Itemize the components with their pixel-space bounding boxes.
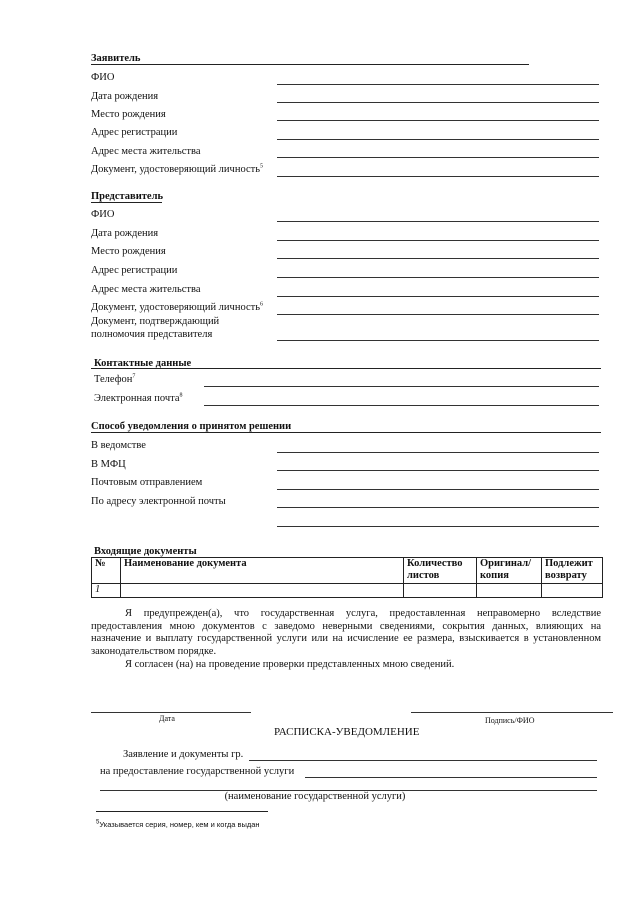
representative-authority-label-line1: Документ, подтверждающий: [91, 316, 220, 327]
notification-option-agency: В ведомстве: [91, 440, 146, 451]
notification-option-mfc: В МФЦ: [91, 459, 126, 470]
receipt-service-caption: (наименование государственной услуги): [224, 791, 406, 802]
notification-post-field[interactable]: [277, 489, 599, 490]
document-name-cell[interactable]: [121, 584, 404, 598]
representative-section-title: Представитель: [91, 191, 164, 202]
representative-birthplace-label: Место рождения: [91, 246, 166, 257]
warning-paragraph: Я предупрежден(а), что государственная услуга, предоставленная неправомерно вследствие предоставления мною документов с заведомо неверными сведениями, сокрытия данных, влияющих на назначение и выплату государственной услуги или на исчисление ее размера, взыскивается в установленном законодательством порядке.: [91, 608, 601, 657]
col-header-document-name: Наименование документа: [121, 558, 404, 584]
notification-mfc-field[interactable]: [277, 470, 599, 471]
notification-option-email: По адресу электронной почты: [91, 496, 226, 507]
representative-residence-field[interactable]: [277, 296, 599, 297]
footnote-5: [96, 820, 260, 829]
receipt-line1-label: Заявление и документы гр.: [123, 749, 244, 760]
applicant-residence-label: Адрес места жительства: [91, 146, 201, 157]
notification-email-field-extra[interactable]: [277, 526, 599, 527]
col-header-sheet-count: Количество листов: [404, 558, 477, 584]
date-signature-line[interactable]: [91, 712, 251, 713]
representative-authority-field[interactable]: [277, 340, 599, 341]
applicant-registration-field[interactable]: [277, 139, 599, 140]
applicant-id-document-label: Документ, удостоверяющий личность$^5$: [91, 163, 263, 175]
applicant-fio-field[interactable]: [277, 84, 599, 85]
receipt-title: РАСПИСКА-УВЕДОМЛЕНИЕ: [274, 726, 420, 738]
representative-fio-label: ФИО: [91, 209, 115, 220]
representative-registration-label: Адрес регистрации: [91, 265, 178, 276]
col-header-number: №: [92, 558, 121, 584]
applicant-birthdate-field[interactable]: [277, 102, 599, 103]
incoming-docs-table: [91, 557, 603, 598]
applicant-title-rule: [91, 64, 529, 65]
contacts-email-field[interactable]: [204, 405, 599, 406]
footnote-ref-7: 7: [132, 373, 136, 380]
contacts-phone-label: Телефон$^7$: [94, 373, 136, 385]
col-header-original-copy: Оригинал/ копия: [477, 558, 542, 584]
footnote-ref-5: 5: [260, 163, 263, 170]
contacts-email-label: Электронная почта$^8$: [94, 392, 183, 404]
representative-registration-field[interactable]: [277, 277, 599, 278]
original-copy-cell[interactable]: [477, 584, 542, 598]
footnote-number: 5: [96, 819, 100, 826]
notification-title-rule: [91, 432, 601, 433]
receipt-service-field[interactable]: [305, 777, 597, 778]
col-header-returnable: Подлежит возврату: [542, 558, 603, 584]
footnote-ref-6: 6: [260, 301, 263, 308]
representative-birthplace-field[interactable]: [277, 258, 599, 259]
contacts-phone-field[interactable]: [204, 386, 599, 387]
applicant-birthdate-label: Дата рождения: [91, 91, 159, 102]
consent-paragraph: Я согласен (на) на проведение проверки представленных мною сведений.: [125, 659, 455, 670]
contacts-title-rule: [91, 368, 601, 369]
incoming-docs-title: Входящие документы: [94, 546, 197, 557]
footnote-ref-8: 8: [179, 392, 183, 399]
representative-birthdate-label: Дата рождения: [91, 228, 159, 239]
returnable-cell[interactable]: [542, 584, 603, 598]
representative-residence-label: Адрес места жительства: [91, 284, 201, 295]
footnote-text: Указывается серия, номер, кем и когда выдан: [99, 820, 260, 829]
representative-id-document-label: Документ, удостоверяющий личность$^6$: [91, 301, 263, 313]
table-row: [92, 584, 603, 598]
footnote-separator: [96, 811, 268, 812]
date-caption: Дата: [159, 714, 175, 723]
row-number-cell: 1: [92, 584, 121, 598]
applicant-fio-label: ФИО: [91, 72, 115, 83]
representative-birthdate-field[interactable]: [277, 240, 599, 241]
applicant-birthplace-label: Место рождения: [91, 109, 166, 120]
applicant-id-document-field[interactable]: [277, 176, 599, 177]
receipt-line2-label: на предоставление государственной услуги: [100, 766, 295, 777]
applicant-residence-field[interactable]: [277, 157, 599, 158]
representative-title-rule: [91, 202, 162, 203]
sheet-count-cell[interactable]: [404, 584, 477, 598]
notification-email-field[interactable]: [277, 507, 599, 508]
representative-id-document-field[interactable]: [277, 314, 599, 315]
notification-agency-field[interactable]: [277, 452, 599, 453]
notification-option-post: Почтовым отправлением: [91, 477, 203, 488]
notification-section-title: Способ уведомления о принятом решении: [91, 421, 292, 432]
applicant-registration-label: Адрес регистрации: [91, 127, 178, 138]
contacts-section-title: Контактные данные: [94, 358, 192, 369]
representative-fio-field[interactable]: [277, 221, 599, 222]
signature-line[interactable]: [411, 712, 613, 713]
receipt-citizen-field[interactable]: [249, 760, 597, 761]
representative-authority-label-line2: полномочия представителя: [91, 329, 213, 340]
signature-caption: Подпись/ФИО: [485, 716, 535, 725]
applicant-section-title: Заявитель: [91, 53, 141, 64]
applicant-birthplace-field[interactable]: [277, 120, 599, 121]
